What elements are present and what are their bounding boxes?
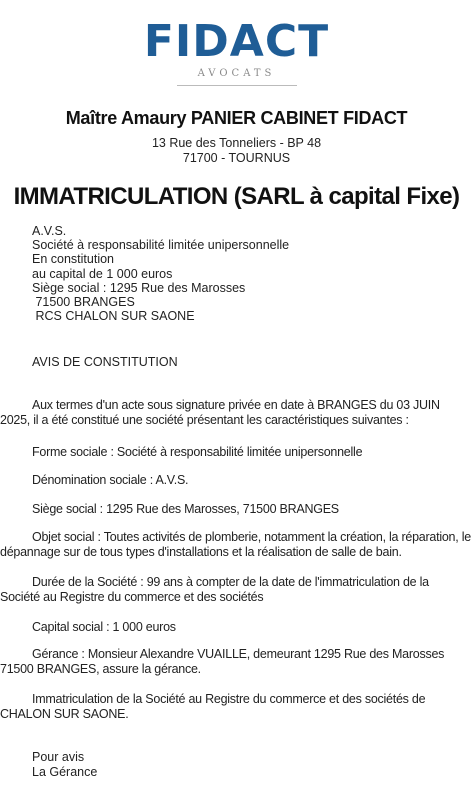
logo-divider — [177, 85, 297, 86]
paragraph-duration: Durée de la Société : 99 ans à compter de la date de l'immatriculation de la Société au Registre du commerce et des sociétés — [0, 575, 429, 604]
company-name-line: A.V.S. — [32, 224, 67, 238]
firm-address-street: 13 Rue des Tonneliers - BP 48 — [151, 136, 322, 150]
paragraph-intro: Aux termes d'un acte sous signature privée en date à BRANGES du 03 JUIN 2025, il a été constitué une société présentant les caractéristiques suivantes : — [0, 398, 440, 427]
document-title: IMMATRICULATION (SARL à capital Fixe) — [13, 183, 460, 210]
paragraph-purpose: Objet social : Toutes activités de plomberie, notamment la création, la réparation, le dépannage sur de tous types d'installations et la réalisation de salle de bain. — [0, 530, 471, 559]
company-seat-line: Siège social : 1295 Rue des Marosses — [32, 280, 246, 295]
company-city-line: 71500 BRANGES — [32, 295, 135, 310]
paragraph-company-name: Dénomination sociale : A.V.S. — [32, 473, 189, 487]
firm-address-city: 71700 - TOURNUS — [182, 151, 291, 165]
company-identification — [32, 224, 289, 323]
paragraph-management: Gérance : Monsieur Alexandre VUAILLE, demeurant 1295 Rue des Marosses 71500 BRANGES, assure la gérance. — [0, 647, 445, 676]
signature-line-2: La Gérance — [32, 765, 98, 779]
signature-block — [32, 750, 97, 780]
firm-name: Maître Amaury PANIER CABINET FIDACT — [65, 108, 408, 128]
logo-tagline: AVOCATS — [197, 68, 276, 79]
company-form-line: Société à responsabilité limitée unipersonnelle — [32, 238, 290, 253]
paragraph-legal-form: Forme sociale : Société à responsabilité limitée unipersonnelle — [32, 445, 363, 459]
paragraph-registered-office: Siège social : 1295 Rue des Marosses, 71500 BRANGES — [32, 502, 339, 516]
company-status-line: En constitution — [32, 252, 114, 267]
notice-heading: AVIS DE CONSTITUTION — [32, 355, 178, 369]
logo — [0, 18, 473, 86]
paragraph-registration: Immatriculation de la Société au Registre du commerce et des sociétés de CHALON SUR SAONE. — [0, 692, 426, 721]
paragraph-capital: Capital social : 1 000 euros — [32, 620, 176, 634]
company-capital-line: au capital de 1 000 euros — [32, 266, 173, 281]
logo-wordmark: FIDACT — [143, 16, 330, 67]
signature-line-1: Pour avis — [32, 750, 85, 764]
company-rcs-line: RCS CHALON SUR SAONE — [32, 309, 195, 324]
